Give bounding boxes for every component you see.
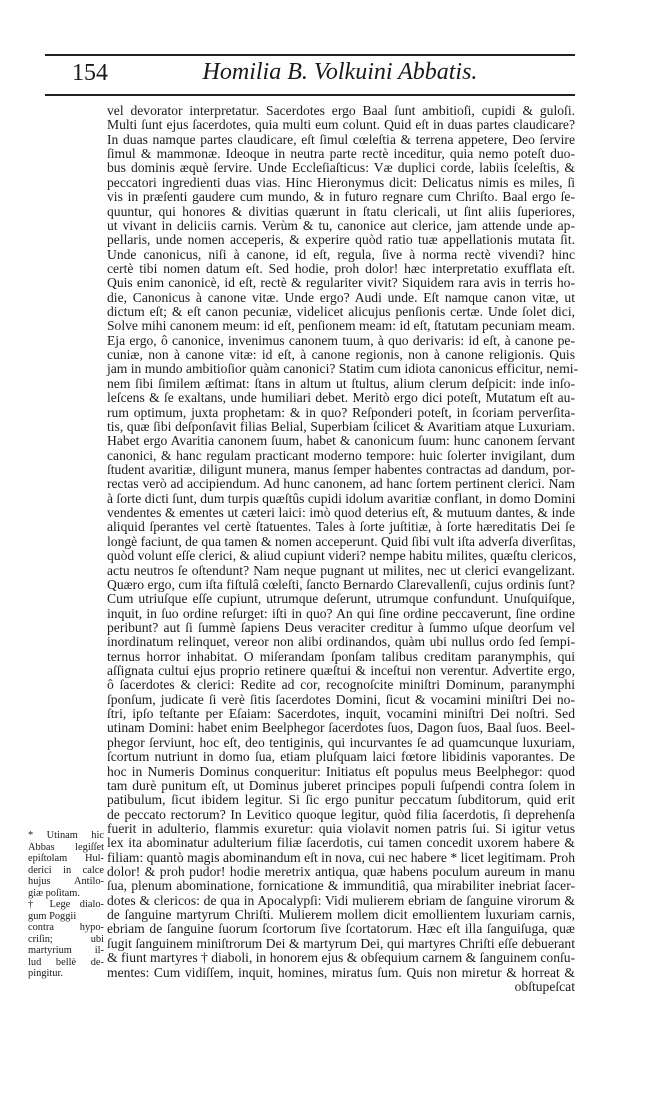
text-line: dolor! & proh pudor! hodie meretrix antiqua, quæ habens poculum aureum in manu [107,864,575,880]
text-line: bus dominis æquè ſervire. Unde Eccleſiaſticus: Væ duplici corde, labiis ſceleſtis, & [107,160,575,176]
text-line: vendentes & ementes ut cæteri laici: imò quod deterius eſt, & mutuum dantes, & inde [107,505,575,521]
catchword: obſtupeſcat [514,978,575,994]
margin-note-line: * Utinam hic [28,830,104,841]
text-line: inordinatum relinquet, vereor non alibi ordinandos, quàm ubi nullus ordo ſed ſempi- [107,634,575,650]
margin-note-line: contra hypo- [28,922,104,933]
margin-note-line: derici in calce [28,864,104,876]
text-line: Habet ergo Avaritia canonem ſuum, habet & canonicum ſuum: hunc canonem ſervant [107,433,575,449]
text-line: Solve mihi canonem meum: id eſt, penſionem meam: id eſt, ſtatutam pecuniam meam. [107,318,575,334]
text-line: aliquid ſperantes vel certè ſtatuentes. Tales à ſorte juſtitiæ, à ſorte hæreditatis Dei ſe [107,519,575,535]
text-line: tam durè punitum eſt, ut Dominus juberet principes populi ſuſpendi contra ſolem in [107,777,575,793]
margin-notes [28,830,104,980]
text-line: ſugit ſanguinem miniſtrorum Dei & martyrum Dei, qui martyres Chriſti eſſe debuerant [107,935,575,951]
margin-note-line: hujus Antilo- [28,876,104,887]
text-line: die, Canonicus à canone vitæ. Unde ergo? Audi unde. Eſt namque canon vitæ, ut [107,289,575,305]
text-line: de ſanguine martyrum Chriſti. Mulierem mollem dicit emollientem luxuriam carnis, [107,907,575,923]
text-line: longè faciunt, de qua tamen & nomen acceperunt. Quid ſibi vult iſta adverſa diverſitas, [107,533,576,549]
text-line: actu neutros ſe oſtendunt? Nam neque pugnant ut milites, nec ut clerici evangelizant. [107,562,575,578]
text-line: jam in mundo ambitioſior quàm canonici? Statim cum idiota canonicus efficitur, nemi- [107,361,579,377]
text-line: vel devorator interpretatur. Sacerdotes ergo Baal ſunt ambitioſi, cupidi & guloſi. [107,103,575,118]
text-line: utinam Domini: habet enim Beelphegor ſacerdotes ſuos, Dagon ſuos, Baal ſuos. Beel- [107,720,575,736]
text-line: leſcens & ſe exaltans, unde humiliari debet. Meritò ergo dici poteſt, Mutatum eſt au- [107,390,575,406]
margin-note-line: martyrium il- [28,945,104,956]
margin-note-line: Abbas legiſſet [28,841,104,853]
text-line: ſcortum nutriunt in domo ſua, etiam pluſquam laici fœtore libidinis vaporantes. De [107,749,575,765]
margin-note-line: giæ poſitam. [28,887,80,899]
text-line: Cum utriuſque eſſe cupiunt, utrumque deſerunt, utrumque confundunt. Unuſquiſque, [107,591,575,607]
margin-note-line: lud bellè de- [28,956,104,968]
text-line: Quis enim canonicè, id eſt, rectè & regulariter vivit? Siquidem rara avis in terris ho- [107,275,575,291]
text-line: ternus horror inhabitat. O miſerandam ſponſam talibus creditam paranymphis, qui [107,648,575,664]
text-line: inquit, in ſuo ordine reſurget: iſti in quo? An qui ſine ordine peccaverunt, ſine ordine [107,605,575,621]
running-title: Homilia B. Volkuini Abbatis. [202,59,478,85]
header-rule-top [45,54,575,56]
text-line: In duas namque partes claudicare, eſt ſimul cœleſtia & terrena appetere, Deo ſervire [107,131,575,147]
text-line: filiam: quantò magis abominandum eſt in nova, cui nec habere * licet legitimam. Proh [107,849,575,865]
text-line: aſſignata cultui ejus proprio retinere quæſtui & inceſtui non verentur. Advertite ergo, [107,663,575,679]
margin-note-line: epiſtolam Hul- [28,853,104,864]
margin-note-line: pingitur. [28,968,63,979]
text-line: phegor ſerviunt, hoc eſt, deo tentiginis, qui incurvantes ſe ad quamcunque luxuriam, [107,734,575,750]
text-line: fuerit in adulterio, flammis exuretur: quia violavit nomen patris ſui. Si igitur vetus [107,820,575,836]
text-line: pellaris, unde nomen acceperis, & experire quòd ratio tuæ appellationis mutata ſit. [107,232,575,248]
text-line: vis in præſenti gaudere cum mundo, & in futuro regnare cum Chriſto. Baal ergo ſe- [107,189,575,205]
text-line: canonici, & hanc regulam practicant moderno tempore: huic ſolerter invigilant, dum [107,447,575,463]
margin-note-line: gum Poggii [28,910,77,922]
text-line: hoc in Numeris Dominus conqueritur: Initiatus eſt populus meus Beelphegor: quod [107,763,575,779]
text-line: quòd volunt eſſe clerici, & aliud cupiunt videri? nempe habitu milites, quæſtu clericos, [107,548,577,564]
text-line: de peccato rectorum? In Levitico quoque legitur, quòd filia ſacerdotis, ſi deprehenſa [107,806,575,822]
text-line: peribunt? aut ſi ſummè ſapiens Deus veraciter creditur à ſummo uſque deorſum vel [107,619,575,635]
text-line: cuniæ, non à canone vitæ: id eſt, à canone regionis, non à canone religionis. Quis [107,347,575,363]
body-text [107,103,579,994]
text-line: rectas verò ad accipiendum. Ad hunc canonem, ad hanc ſortem pertinent clerici. Nam [107,476,575,492]
text-line: ô ſacerdotes & clerici: Redite ad cor, recognoſcite miniſtri Dominum, paranymphi [107,677,575,693]
text-line: peccatori ingredienti duas vias. Hinc Hieronymus dicit: Delicatus nimis es miles, ſi [107,174,575,190]
text-line: ſponſum, judicate ſi verè ſitis ſacerdotes Domini, ſicut & vocamini miniſtri Dei no- [107,691,575,707]
text-line: certè tibi nomen datum eſt. Sed hodie, proh dolor! hæc interpretatio exufflata eſt. [107,260,575,276]
text-line: patibulum, ſicut ibidem legitur. Si ſic ergo punitur peccatum ſubditorum, quid erit [107,792,575,808]
page-number: 154 [72,60,108,86]
text-line: ſimul & mammonæ. Ideoque in neutra parte rectè inceditur, quia nemo poteſt duo- [107,146,575,162]
text-line: ſtudent avaritiæ, diligunt munera, manus ſemper habentes contractas ad dandum, por- [107,461,575,477]
margin-note-line: † Lege dialo- [28,899,104,910]
text-line: ſtri, ipſo teſtante per Eſaiam: Sacerdotes, inquit, vocamini miniſtri Dei noſtri. Sed [107,706,575,722]
text-line: quuntur, qui honores & divitias quærunt in ſtatu clericali, ut ſint aliis ſuperiores, [107,203,575,219]
text-line: Unde canonicus, niſi à canone, id eſt, regula, ſive à norma rectè vivendi? hinc [107,246,575,262]
header-rule-bottom [45,94,575,96]
text-line: ſua, plenum abominatione, fornicatione & immunditiâ, qua mirabiliter inebriat ſacer- [107,878,575,894]
text-line: rum optimum, juxta prophetam: & in quo? Reſponderi poteſt, in ſcoriam perverſita- [107,404,575,420]
text-line: Quæro ergo, cum iſta fiſtulâ cœleſti, ſancto Bernardo Clarevallenſi, cujus ordinis ſunt? [107,576,575,592]
text-line: lex ita abominatur adulterium filiæ ſacerdotis, cui tamen concedit uxorem habere & [107,835,575,851]
text-line: dictum eſt; & eſt canon pecuniæ, videlicet alicujus penſionis certæ. Unde ſolet dici, [107,304,575,320]
text-line: ut vivant in deliciis carnis. Verùm & tu, canonice aut clerice, jam attende unde ap- [107,217,575,233]
text-line: Multi ſunt ejus ſacerdotes, quia multi eum colunt. Quid eſt in duas partes claudicare? [107,117,575,133]
text-line: mentes: Cum vidiſſem, inquit, homines, miratus ſum. Quis non miretur & horreat & [107,964,575,980]
text-line: à ſorte dicti ſunt, dum turpis quæſtûs cupidi idolum avaritiæ conflant, in domo Domini [107,490,576,506]
text-line: nem ſibi ſimilem æſtimat: ſtans in altum ut ſtultus, alium clerum deſpicit: inde inſo- [107,375,575,391]
text-line: ebriam de ſanguine ſuorum ſcortorum ſive ſcortatorum. Hæc eſt illa ſanguiſuga, quæ [107,921,575,937]
text-line: Eja ergo, ô canonice, invenimus canonem tuum, à quo derivaris: id eſt, à canone pe- [107,332,575,348]
text-line: & fiunt martyres † diaboli, in honorem ejus & obſequium carnem & ſanguinem conſu- [107,950,576,966]
text-line: tis, quæ ſibi deſponſavit filias Belial, Superbiam ſcilicet & Avaritiam atque Luxuriam. [107,418,575,434]
text-line: dotes & clericos: de qua in Apocalypſi: Vidi mulierem ebriam de ſanguine virorum & [107,892,575,908]
margin-note-line: criſin; ubi [28,933,104,945]
